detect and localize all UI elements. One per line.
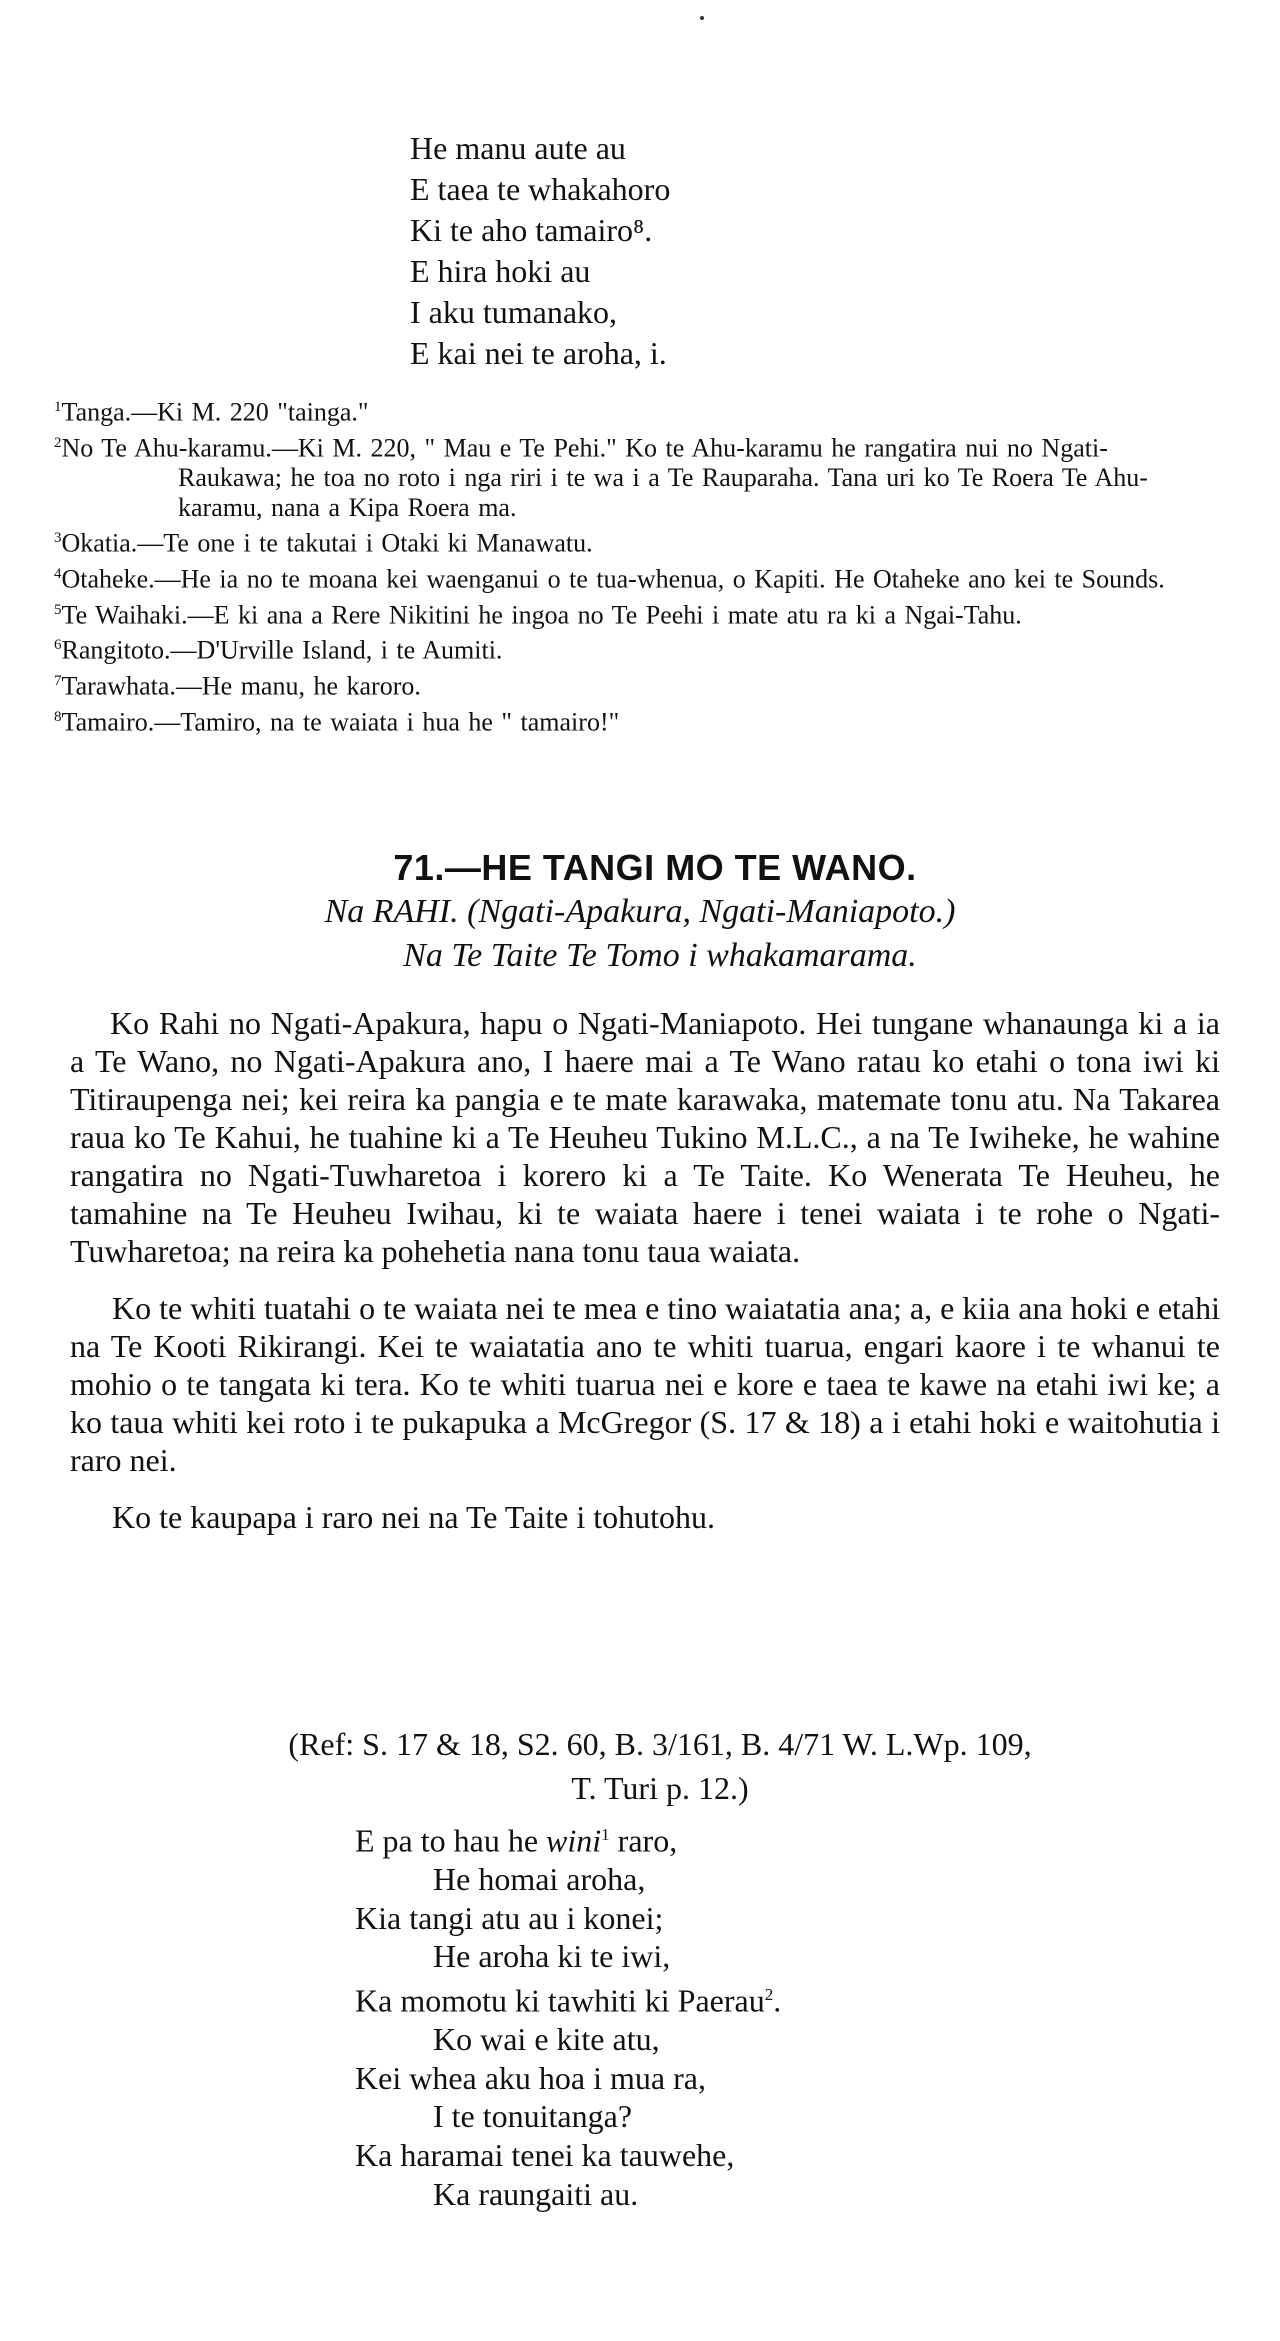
- footnote-number: 6: [54, 637, 62, 654]
- paragraph: Ko te whiti tuatahi o te waiata nei te mea e tino waiatatia ana; a, e kiia ana hoki e etahi na Te Kooti Rikirangi. Kei te waiatatia ano te whiti tuarua, engari kaore i te whanui te mohio o te tangata ki tera. Ko te whiti tuarua nei e kore e taea te kawe na etahi iwi ke; a ko taua whiti kei roto i te pukapuka a McGregor (S. 17 & 18) a i etahi hoki e waitohutia i raro nei.: [70, 1290, 1220, 1478]
- song-title: 71.—HE TANGI MO TE WANO.: [393, 847, 917, 888]
- verse-text: .: [773, 1982, 782, 2019]
- verse-text: Ka raungaiti au.: [433, 2175, 639, 2212]
- verse-text: He aroha ki te iwi,: [433, 1938, 671, 1975]
- verse-line: E hira hoki au: [410, 253, 591, 289]
- verse-line: He manu aute au: [410, 130, 626, 166]
- footnote-text: Rangitoto.—D'Urville Island, i te Aumiti.: [61, 635, 503, 665]
- footnote-marker: 1: [601, 1825, 610, 1844]
- paragraph: Ko te kaupapa i raro nei na Te Taite i tohutohu.: [112, 1499, 716, 1535]
- song-heading: [0, 846, 1280, 978]
- verse-text: Ka haramai tenei ka tauwehe,: [355, 2137, 735, 2174]
- verse-text: Ka momotu ki tawhiti ki Paerau: [355, 1982, 765, 2019]
- verse-line: [355, 1976, 781, 2020]
- footnote-text: Tanga.—Ki M. 220 "tainga.": [61, 397, 369, 427]
- reference-line: T. Turi p. 12.): [571, 1770, 749, 1806]
- footnote-text: Tarawhata.—He manu, he karoro.: [61, 671, 421, 701]
- top-verse: [410, 128, 670, 374]
- footnote: [54, 630, 1204, 666]
- verse-line: [355, 1860, 781, 1899]
- footnote-number: 2: [54, 434, 62, 451]
- paragraph: Ko Rahi no Ngati-Apakura, hapu o Ngati-Maniapoto. Hei tungane whanaunga ki a ia a Te Wano, no Ngati-Apakura ano, I haere mai a Te Wano ratau ko etahi o tona iwi ki Titiraupenga nei; kei reira ka pangia e te mate karawaka, matemate tonu atu. Na Takarea raua ko Te Kahui, he tuahine ki a Te Heuheu Tukino M.L.C., a na Te Iwiheke, he wahine rangatira no Ngati-Tuwharetoa i korero ki a Te Taite. Ko Wenerata Te Heuheu, he tamahine na Te Heuheu Iwihau, ki te waiata haere i tenei waiata i te rohe o Ngati-Tuwharetoa; na reira ka pohehetia nana tonu taua waiata.: [70, 1005, 1220, 1269]
- scan-speck: [700, 16, 704, 20]
- footnote-text: Te Waihaki.—E ki ana a Rere Nikitini he ingoa no Te Peehi i mate atu ra ki a Ngai-Tahu.: [61, 600, 1022, 630]
- footnote: [54, 523, 1204, 559]
- verse-line: Ki te aho tamairo⁸.: [410, 212, 653, 248]
- footnote-text: Okatia.—Te one i te takutai i Otaki ki Manawatu.: [61, 528, 593, 558]
- body-text: [70, 1004, 1220, 1555]
- footnote-text: Otaheke.—He ia no te moana kei waenganui o te tua-whenua, o Kapiti. He Otaheke ano kei te Sounds.: [61, 564, 1165, 594]
- verse-line: E kai nei te aroha, i.: [410, 335, 667, 371]
- footnote: [54, 392, 1204, 428]
- verse-text: Kei whea aku hoa i mua ra,: [355, 2059, 706, 2096]
- footnote: [54, 595, 1204, 631]
- verse-line: [355, 2020, 781, 2059]
- verse-text: I te tonuitanga?: [433, 2098, 633, 2135]
- footnote-text: Tamairo.—Tamiro, na te waiata i hua he " tamairo!": [61, 707, 620, 737]
- verse-italic-word: wini: [546, 1822, 602, 1859]
- verse-text: Kia tangi atu au i konei;: [355, 1899, 664, 1936]
- reference-note: [0, 1722, 1280, 1810]
- verse-text: E pa to hau he: [355, 1822, 547, 1859]
- footnote-number: 3: [54, 530, 62, 547]
- verse-text: raro,: [609, 1822, 678, 1859]
- verse-line: E taea te whakahoro: [410, 171, 671, 207]
- verse-line: [355, 1899, 781, 1938]
- verse-line: [355, 2097, 781, 2136]
- footnote: [54, 666, 1204, 702]
- reference-line: (Ref: S. 17 & 18, S2. 60, B. 3/161, B. 4/71 W. L.Wp. 109,: [288, 1726, 1032, 1762]
- footnote-number: 4: [54, 565, 62, 582]
- verse-line: [355, 2175, 781, 2214]
- footnote-number: 1: [54, 399, 62, 415]
- footnote-text: No Te Ahu-karamu.—Ki M. 220, " Mau e Te Pehi." Ko te Ahu-karamu he rangatira nui no Ngati-Raukawa; he toa no roto i nga riri i te wa i a Te Rauparaha. Tana uri ko Te Roera Te Ahu-karamu, nana a Kipa Roera ma.: [61, 433, 1148, 523]
- footnote-number: 8: [54, 708, 62, 725]
- verse-line: [355, 1816, 781, 1860]
- verse-text: Ko wai e kite atu,: [433, 2021, 660, 2058]
- verse-line: [355, 2059, 781, 2098]
- verse-text: He homai aroha,: [433, 1861, 646, 1898]
- footnote: [54, 428, 1204, 524]
- footnote-number: 5: [54, 601, 62, 618]
- song-verse: [355, 1816, 781, 2213]
- verse-line: [355, 1937, 781, 1976]
- footnote-number: 7: [54, 672, 62, 689]
- footnotes: [54, 392, 1204, 737]
- song-author: Na RAHI. (Ngati-Apakura, Ngati-Maniapoto.): [324, 893, 956, 930]
- footnote-marker: 2: [764, 1985, 774, 2005]
- song-explainer: Na Te Taite Te Tomo i whakamarama.: [403, 937, 917, 974]
- footnote: [54, 559, 1204, 595]
- footnote: [54, 702, 1204, 738]
- verse-line: [355, 2136, 781, 2175]
- verse-line: I aku tumanako,: [410, 294, 618, 330]
